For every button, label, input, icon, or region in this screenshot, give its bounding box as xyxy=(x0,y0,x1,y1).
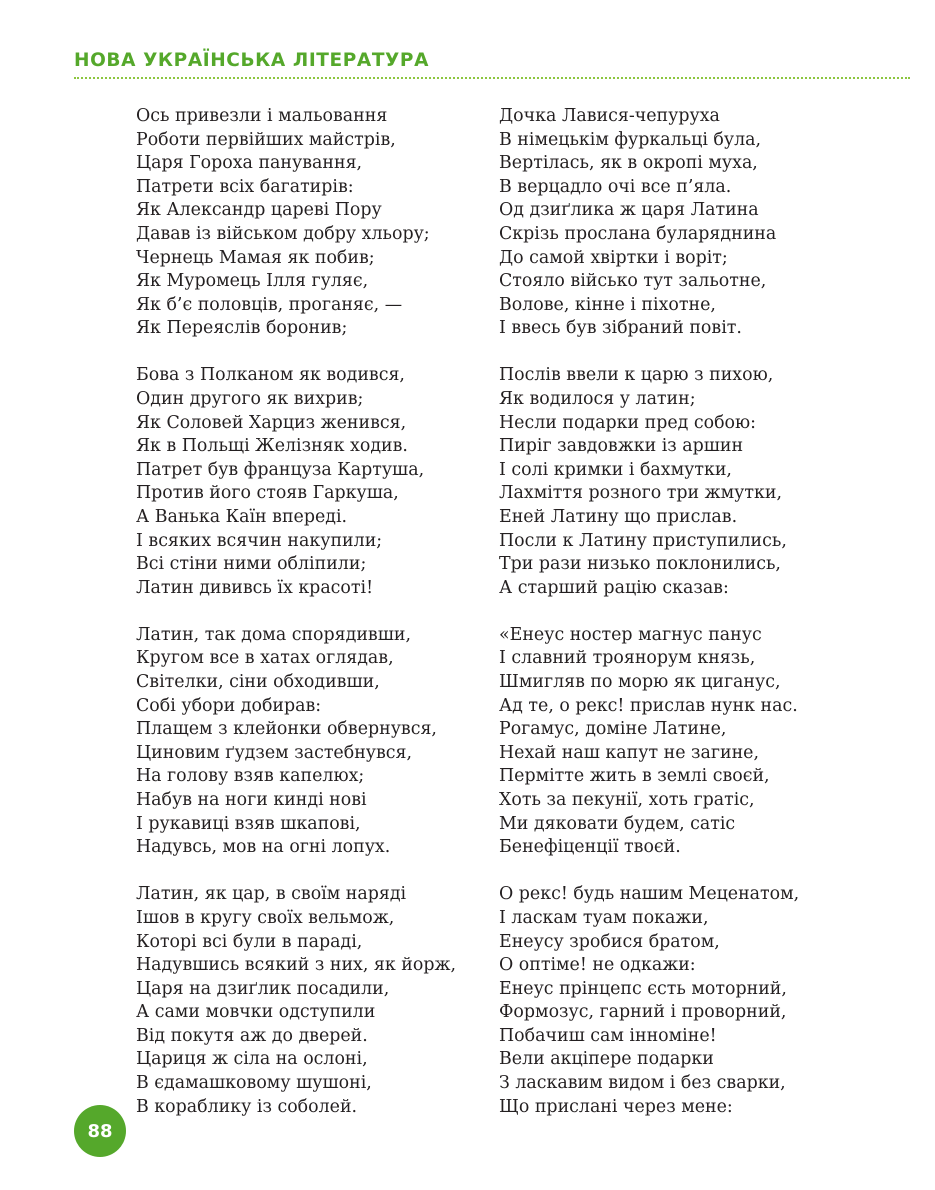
stanza xyxy=(136,624,486,860)
poem-line: Всі стіни ними обліпили; xyxy=(136,554,367,575)
poem-line: Собі убори добирав: xyxy=(136,695,322,716)
poem-line: Як б’є половців, проганяє, — xyxy=(136,294,403,315)
poem-line: Вели акціпере подарки xyxy=(499,1049,714,1070)
poem-line: О рекс! будь нашим Меценатом, xyxy=(499,884,800,905)
poem-line: Ад те, о рекс! прислав нунк нас. xyxy=(499,695,798,716)
poem-line: Вертілась, як в окропі муха, xyxy=(499,153,758,174)
stanza xyxy=(499,105,919,341)
poem-line: В верцадло очі все п’яла. xyxy=(499,176,732,197)
poem-line: Давав із військом добру хльору; xyxy=(136,223,430,244)
poem-line: Один другого як вихрив; xyxy=(136,389,364,410)
stanza xyxy=(499,624,919,860)
poem-line: Од дзиґлика ж царя Латина xyxy=(499,200,759,221)
poem-line: Нехай наш капут не загине, xyxy=(499,742,759,763)
poem-line: Царя Гороха панування, xyxy=(136,153,363,174)
poem-line: В німецькім фуркальці була, xyxy=(499,129,762,150)
poem-line: І славний троянорум князь, xyxy=(499,648,756,669)
poem-line: І солі кримки і бахмутки, xyxy=(499,459,732,480)
poem-line: Дочка Лавися-чепуруха xyxy=(499,106,720,126)
poem-line: З ласкавим видом і без сварки, xyxy=(499,1073,786,1094)
poem-line: В кораблику із соболей. xyxy=(136,1096,358,1117)
poem-line: І ввесь був зібраний повіт. xyxy=(499,318,742,339)
stanza xyxy=(136,364,486,600)
header-divider xyxy=(74,77,910,79)
poem-line: Ми дяковати будем, сатіс xyxy=(499,813,736,834)
poem-line: Побачиш сам інноміне! xyxy=(499,1025,717,1046)
poem-line: Кругом все в хатах оглядав, xyxy=(136,648,394,669)
poem-column-right xyxy=(499,105,919,1143)
stanza xyxy=(499,883,919,1119)
poem-line: Несли подарки пред собою: xyxy=(499,412,757,433)
poem-line: Як Переяслів боронив; xyxy=(136,318,348,339)
poem-line: Скрізь прослана буларяднина xyxy=(499,223,777,244)
poem-line: В єдамашковому шушоні, xyxy=(136,1073,372,1094)
poem-line: Як в Польщі Желізняк ходив. xyxy=(136,436,408,457)
poem-line: Надувсь, мов на огні лопух. xyxy=(136,837,391,858)
poem-line: Ішов в кругу своїх вельмож, xyxy=(136,907,395,928)
poem-line: Патрет був француза Картуша, xyxy=(136,459,425,480)
poem-line: А старший рацію сказав: xyxy=(499,577,729,598)
poem-line: «Енеус ностер магнус панус xyxy=(499,624,762,645)
poem-line: Набув на ноги кинді нові xyxy=(136,790,367,811)
poem-line: І всяких всячин накупили; xyxy=(136,530,383,551)
poem-line: Формозус, гарний і проворний, xyxy=(499,1002,787,1023)
poem-line: На голову взяв капелюх; xyxy=(136,766,365,787)
poem-line: Хоть за пекунії, хоть гратіс, xyxy=(499,790,755,811)
poem-line: Три рази низько поклонились, xyxy=(499,554,781,575)
poem-line: Надувшись всякий з них, як йорж, xyxy=(136,955,456,976)
poem-line: Патрети всіх багатирів: xyxy=(136,176,354,197)
poem-line: Як Соловей Харциз женився, xyxy=(136,412,407,433)
poem-column-left xyxy=(136,105,486,1143)
stanza xyxy=(136,883,486,1119)
poem-line: Чернець Мамая як побив; xyxy=(136,247,375,268)
poem-line: Латин дививсь їх красоті! xyxy=(136,577,374,598)
poem-line: Роботи первійших майстрів, xyxy=(136,129,396,150)
poem-line: Рогамус, доміне Латине, xyxy=(499,719,727,740)
poem-line: О оптіме! не одкажи: xyxy=(499,955,696,976)
poem-line: Що прислані через мене: xyxy=(499,1096,733,1117)
poem-line: Еней Латину що прислав. xyxy=(499,507,738,527)
poem-line: Волове, кінне і піхотне, xyxy=(499,294,716,315)
poem-line: І ласкам туам покажи, xyxy=(499,907,709,928)
poem-line: Цариця ж сіла на ослоні, xyxy=(136,1049,368,1070)
poem-line: Циновим ґудзем застебнувся, xyxy=(136,742,413,763)
poem-line: Послів ввели к царю з пихою, xyxy=(499,365,774,386)
poem-line: Енеусу зробися братом, xyxy=(499,931,720,952)
poem-line: Царя на дзиґлик посадили, xyxy=(136,978,390,999)
poem-line: Як Александр цареві Пору xyxy=(136,200,382,221)
page-number: 88 xyxy=(87,1120,113,1142)
stanza xyxy=(499,364,919,600)
poem-line: Лахміття розного три жмутки, xyxy=(499,483,783,504)
poem-line: Шмигляв по морю як циганус, xyxy=(499,672,781,693)
poem-line: Стояло військо тут зальотне, xyxy=(499,271,767,292)
poem-line: І рукавиці взяв шкапові, xyxy=(136,813,361,834)
poem-line: Як водилося у латин; xyxy=(499,389,696,410)
poem-line: Посли к Латину приступились, xyxy=(499,530,787,551)
page-number-badge xyxy=(74,1105,126,1157)
poem-line: Плащем з клейонки обвернувся, xyxy=(136,719,437,740)
poem-line: Против його стояв Гаркуша, xyxy=(136,483,399,504)
poem-line: Як Муромець Ілля гуляє, xyxy=(136,271,369,292)
poem-line: А сами мовчки одступили xyxy=(136,1002,376,1023)
section-title: НОВА УКРАЇНСЬКА ЛІТЕРАТУРА xyxy=(74,50,429,71)
poem-line: А Ванька Каїн впереді. xyxy=(136,507,348,527)
poem-line: Пиріг завдовжки із аршин xyxy=(499,436,744,457)
stanza xyxy=(136,105,486,341)
poem-line: Ось привезли і мальовання xyxy=(136,106,388,126)
poem-line: Бенефіценції твоєй. xyxy=(499,837,681,858)
poem-line: Которі всі були в параді, xyxy=(136,931,363,952)
poem-line: Від покутя аж до дверей. xyxy=(136,1025,368,1046)
poem-line: Латин, так дома спорядивши, xyxy=(136,624,412,645)
poem-line: Латин, як цар, в своїм наряді xyxy=(136,884,407,905)
poem-line: Бова з Полканом як водився, xyxy=(136,365,405,386)
poem-line: До самой хвіртки і воріт; xyxy=(499,247,728,268)
poem-line: Світелки, сіни обходивши, xyxy=(136,672,380,693)
poem-line: Енеус прінцепс єсть моторний, xyxy=(499,978,787,999)
poem-line: Пермітте жить в землі своєй, xyxy=(499,766,770,787)
